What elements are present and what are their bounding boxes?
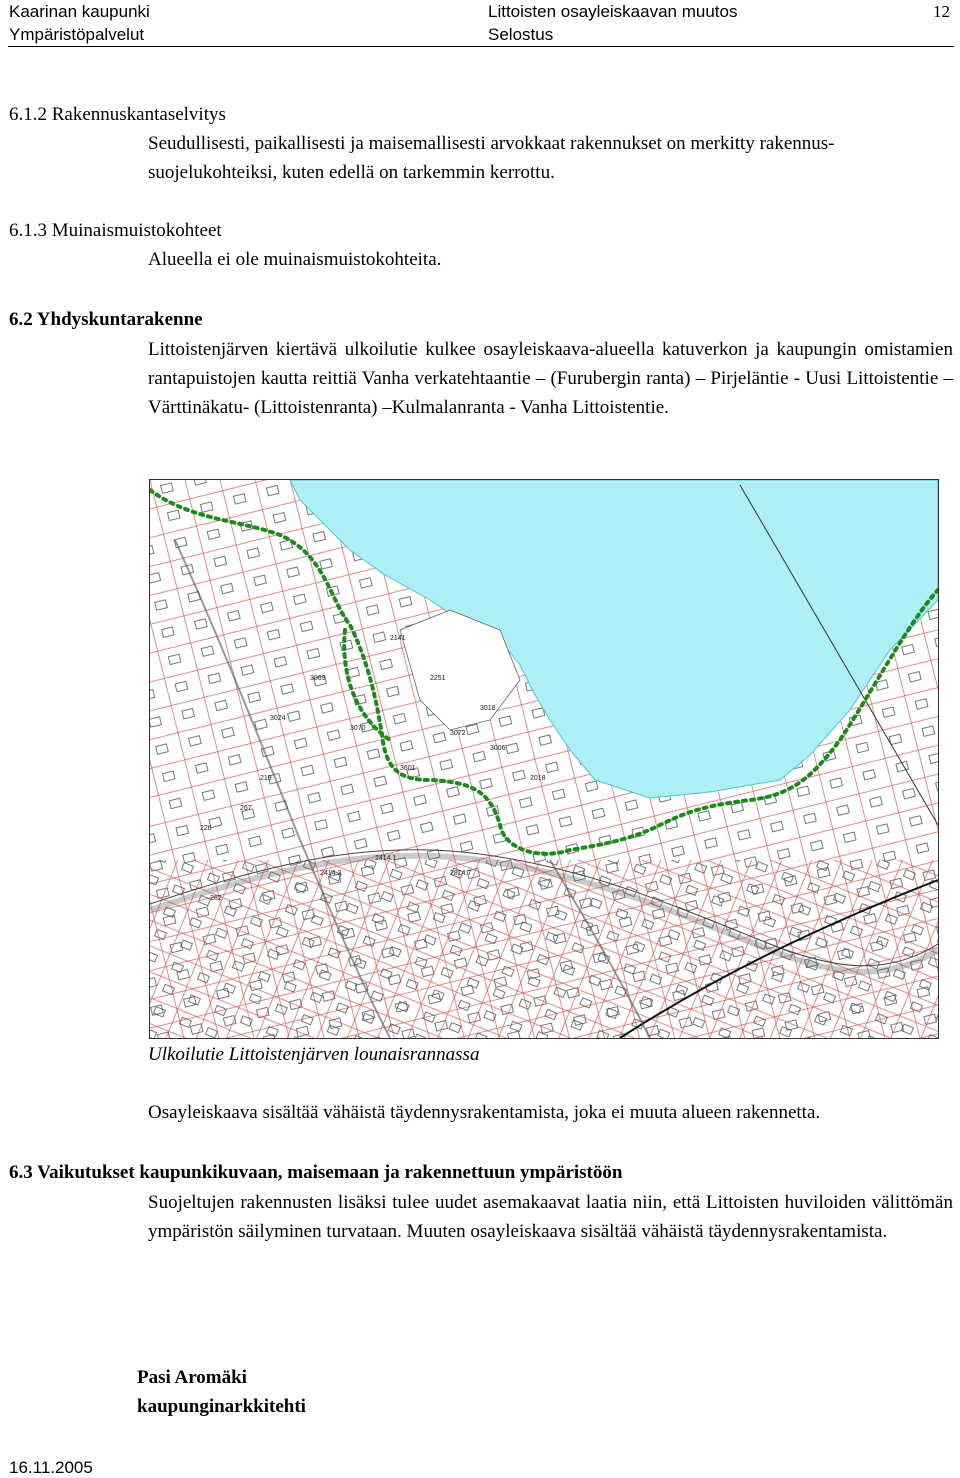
- signature-name: Pasi Aromäki: [137, 1367, 247, 1388]
- document-title: Littoisten osayleiskaavan muutos: [488, 2, 738, 21]
- document-subtitle: Selostus: [488, 25, 554, 44]
- heading-6-3: 6.3 Vaikutukset kaupunkikuvaan, maisemaan ja rakennettuun ympäristöön: [9, 1162, 623, 1183]
- property-grid-south: [150, 860, 938, 1038]
- map-caption: Ulkoilutie Littoistenjärven lounaisrannassa: [148, 1044, 480, 1065]
- signature-title: kaupunginarkkitehti: [137, 1396, 306, 1417]
- map-label: 2018: [530, 775, 546, 782]
- map-label: 3018: [480, 705, 496, 712]
- paragraph-6-1-2-line2: suojelukohteiksi, kuten edellä on tarkemmin kerrottu.: [148, 162, 555, 183]
- map-label: 3601: [400, 765, 416, 772]
- header-left: [9, 0, 150, 46]
- municipality-name: Kaarinan kaupunki: [9, 2, 150, 21]
- header-center: [488, 0, 737, 46]
- map-label: 219: [260, 775, 272, 782]
- map-label: 3069: [310, 675, 326, 682]
- map-label: 267: [240, 805, 252, 812]
- paragraph-6-1-2-line1: Seudullisesti, paikallisesti ja maisemallisesti arvokkaat rakennukset on merkitty rakennus-: [148, 133, 835, 154]
- paragraph-6-2: Littoistenjärven kiertävä ulkoilutie kulkee osayleiskaava-alueella katuverkon ja kaupungin omistamien rantapuistojen kautta reittiä Vanha verkatehtaantie – (Furubergin ranta) – Pirjeläntie - Uusi Littoistentie – Värttinäkatu- (Littoistenranta) –Kulmalanranta - Vanha Littoistentie.: [148, 339, 953, 418]
- map-label: 2141: [390, 635, 406, 642]
- map-label: 282: [210, 895, 222, 902]
- heading-6-1-3: 6.1.3 Muinaismuistokohteet: [9, 220, 222, 241]
- map-label: 3024: [270, 715, 286, 722]
- heading-6-2: 6.2 Yhdyskuntarakenne: [9, 309, 203, 330]
- paragraph-6-1-3: Alueella ei ole muinaismuistokohteita.: [148, 249, 442, 270]
- map-label: 3006: [490, 745, 506, 752]
- page-number: 12: [933, 2, 950, 21]
- trail-map: [149, 479, 939, 1039]
- department-name: Ympäristöpalvelut: [9, 25, 145, 44]
- map-figure: [150, 480, 938, 1038]
- map-label: 2814.7: [450, 870, 472, 877]
- heading-6-1-2: 6.1.2 Rakennuskantaselvitys: [9, 104, 226, 125]
- paragraph-6-2-after-map: Osayleiskaava sisältää vähäistä täydennysrakentamista, joka ei muuta alueen rakennetta.: [148, 1102, 821, 1123]
- map-label: 2414.1: [375, 855, 397, 862]
- paragraph-6-3: Suojeltujen rakennusten lisäksi tulee uudet asemakaavat laatia niin, että Littoisten huviloiden välittömän ympäristön säilyminen turvataan. Muuten osayleiskaava sisältää vähäistä täydennysrakentamista.: [148, 1192, 953, 1242]
- map-label: 226: [200, 825, 212, 832]
- map-label: 3072: [450, 730, 466, 737]
- map-label: 2251: [430, 675, 446, 682]
- footer-date: 16.11.2005: [9, 1458, 93, 1477]
- header-divider: [8, 46, 954, 47]
- map-label: 3070: [350, 725, 366, 732]
- map-label: 2414.3: [320, 870, 342, 877]
